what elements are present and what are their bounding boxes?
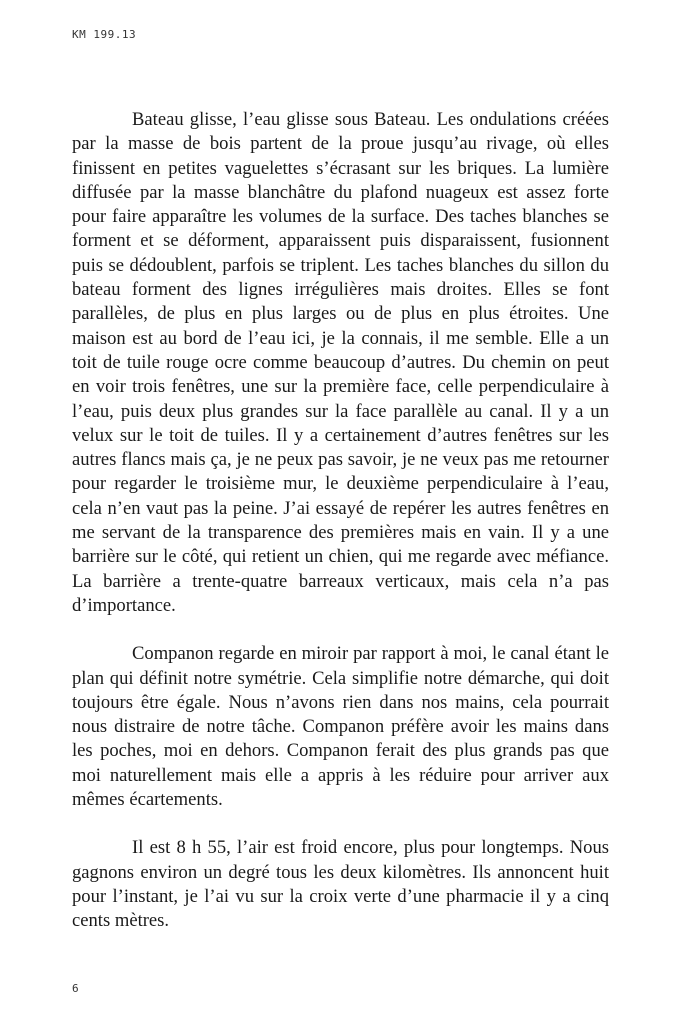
paragraph-3: Il est 8 h 55, l’air est froid encore, plus pour longtemps. Nous gagnons environ un degré tous les deux kilomètres. Ils annoncent huit pour l’instant, je l’ai vu sur la croix verte d’une pharmacie il y a cinq cents mètres. — [72, 837, 609, 932]
running-head: KM 199.13 — [72, 28, 137, 41]
page-number: 6 — [72, 982, 79, 995]
paragraph-spacer — [72, 812, 609, 836]
paragraph-spacer — [72, 618, 609, 642]
body-text — [72, 108, 609, 934]
paragraph-1: Bateau glisse, l’eau glisse sous Bateau. Les ondulations créées par la masse de bois partent de la proue jusqu’au rivage, où elles finissent en petites vaguelettes s’écrasant sur les briques. La lumière diffusée par la masse blanchâtre du plafond nuageux est assez forte pour faire apparaître les volumes de la surface. Des taches blanches se forment et se déforment, apparaissent puis disparaissent, fusionnent puis se dédoublent, parfois se triplent. Les taches blanches du sillon du bateau forment des lignes irrégulières mais droites. Elles se font parallèles, de plus en plus larges ou de plus en plus étroites. Une maison est au bord de l’eau ici, je la connais, il me semble. Elle a un toit de tuile rouge ocre comme beaucoup d’autres. Du chemin on peut en voir trois fenêtres, une sur la première face, celle perpendiculaire à l’eau, puis deux plus grandes sur la face parallèle au canal. Il y a un velux sur le toit de tuiles. Il y a certainement d’autres fenêtres sur les autres flancs mais ça, je ne peux pas savoir, je ne veux pas me retourner pour regarder le troisième mur, le deuxième perpendiculaire à l’eau, cela n’en vaut pas la peine. J’ai essayé de repérer les autres fenêtres en me servant de la transparence des premières mais en vain. Il y a une barrière sur le côté, qui retient un chien, qui me regarde avec méfiance. La barrière a trente-quatre barreaux verticaux, mais cela n’a pas d’importance. — [72, 109, 609, 616]
paragraph-2: Companon regarde en miroir par rapport à moi, le canal étant le plan qui définit notre symétrie. Cela simplifie notre démarche, qui doit toujours être égale. Nous n’avons rien dans nos mains, cela pourrait nous distraire de notre tâche. Companon préfère avoir les mains dans les poches, moi en dehors. Companon ferait des plus grands pas que moi naturellement mais elle a appris à les réduire pour arriver aux mêmes écartements. — [72, 643, 609, 811]
